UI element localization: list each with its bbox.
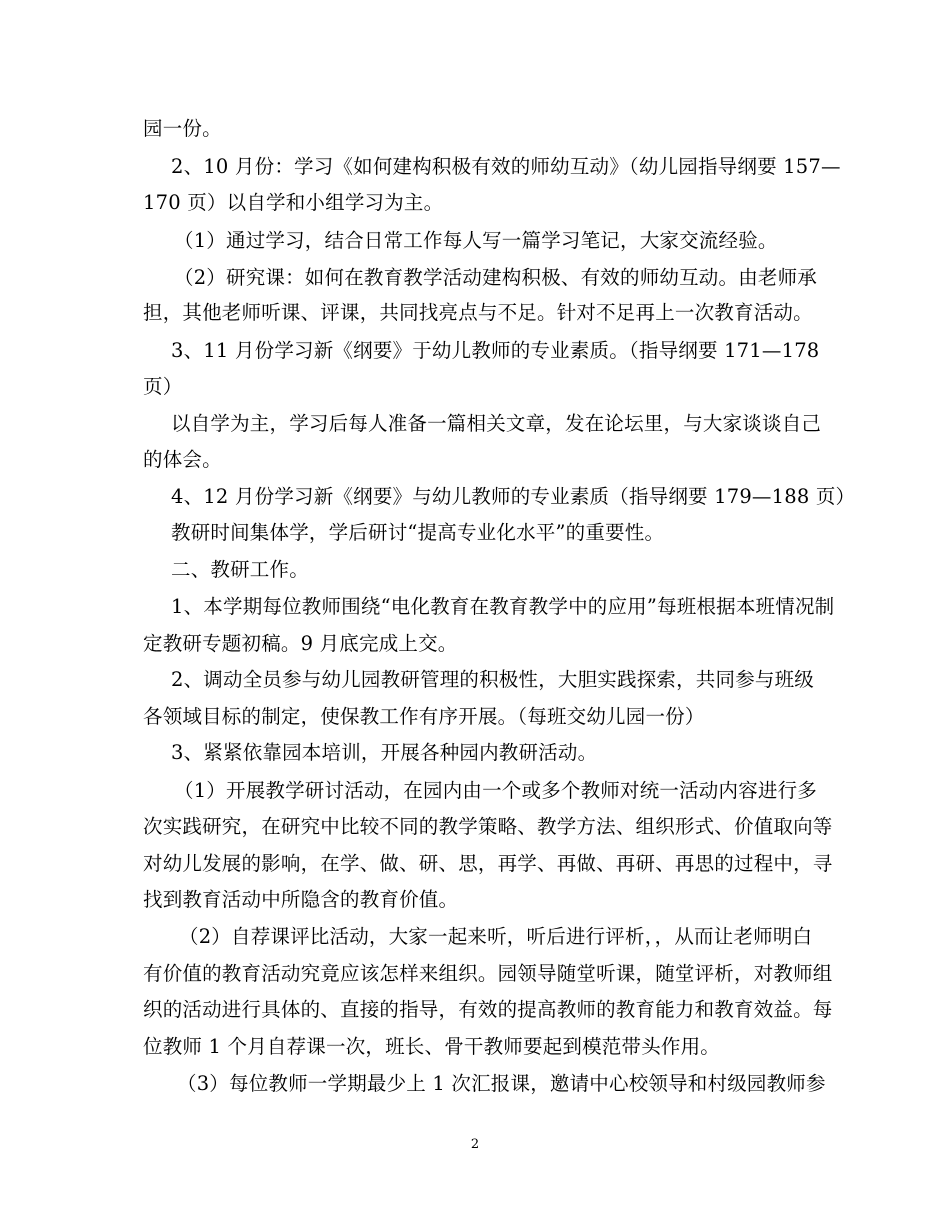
- text-line: 170 页）以自学和小组学习为主。: [143, 191, 444, 214]
- text-line: 次实践研究，在研究中比较不同的教学策略、教学方法、组织形式、价值取向等: [143, 815, 833, 838]
- text-line: 各领域目标的制定，使保教工作有序开展。（每班交幼儿园一份）: [143, 705, 705, 728]
- text-line: 教研时间集体学，学后研讨“提高专业化水平”的重要性。: [171, 521, 665, 544]
- text-line: 3、11 月份学习新《纲要》于幼儿教师的专业素质。（指导纲要 171—178: [171, 339, 820, 362]
- text-line: 对幼儿发展的影响，在学、做、研、思，再学、再做、再研、再思的过程中，寻: [143, 852, 833, 875]
- text-line: （2）研究课：如何在教育教学活动建构积极、有效的师幼互动。由老师承: [174, 266, 818, 289]
- text-line: 定教研专题初稿。9 月底完成上交。: [143, 632, 458, 655]
- text-line: 以自学为主，学习后每人准备一篇相关文章，发在论坛里，与大家谈谈自己: [171, 412, 822, 435]
- text-line: 2、10 月份：学习《如何建构积极有效的师幼互动》（幼儿园指导纲要 157—: [171, 155, 841, 178]
- text-line: 的体会。: [143, 448, 222, 471]
- text-line: （2）自荐课评比活动，大家一起来听，听后进行评析，，从而让老师明白: [179, 925, 813, 948]
- text-line: 找到教育活动中所隐含的教育价值。: [143, 888, 459, 911]
- text-line: （3）每位教师一学期最少上 1 次汇报课，邀请中心校领导和村级园教师参: [177, 1072, 826, 1095]
- text-line: 1、本学期每位教师围绕“电化教育在教育教学中的应用”每班根据本班情况制: [171, 595, 835, 618]
- text-line: 二、教研工作。: [171, 558, 309, 581]
- text-line: 担，其他老师听课、评课，共同找亮点与不足。针对不足再上一次教育活动。: [143, 301, 813, 324]
- text-line: （1）通过学习，结合日常工作每人写一篇学习笔记，大家交流经验。: [174, 229, 778, 252]
- text-line: 页）: [143, 375, 183, 398]
- text-line: 有价值的教育活动究竟应该怎样来组织。园领导随堂听课，随堂评析，对教师组: [143, 962, 833, 985]
- page-number: 2: [470, 1137, 480, 1152]
- text-line: 2、调动全员参与幼儿园教研管理的积极性，大胆实践探索，共同参与班级: [171, 668, 815, 691]
- text-line: （1）开展教学研讨活动，在园内由一个或多个教师对统一活动内容进行多: [174, 779, 818, 802]
- text-line: 织的活动进行具体的、直接的指导，有效的提高教师的教育能力和教育效益。每: [143, 998, 833, 1021]
- text-line: 园一份。: [143, 117, 222, 140]
- text-line: 4、12 月份学习新《纲要》与幼儿教师的专业素质（指导纲要 179—188 页）: [171, 485, 856, 508]
- text-line: 3、紧紧依靠园本培训，开展各种园内教研活动。: [171, 741, 598, 764]
- text-line: 位教师 1 个月自荐课一次，班长、骨干教师要起到模范带头作用。: [143, 1035, 721, 1058]
